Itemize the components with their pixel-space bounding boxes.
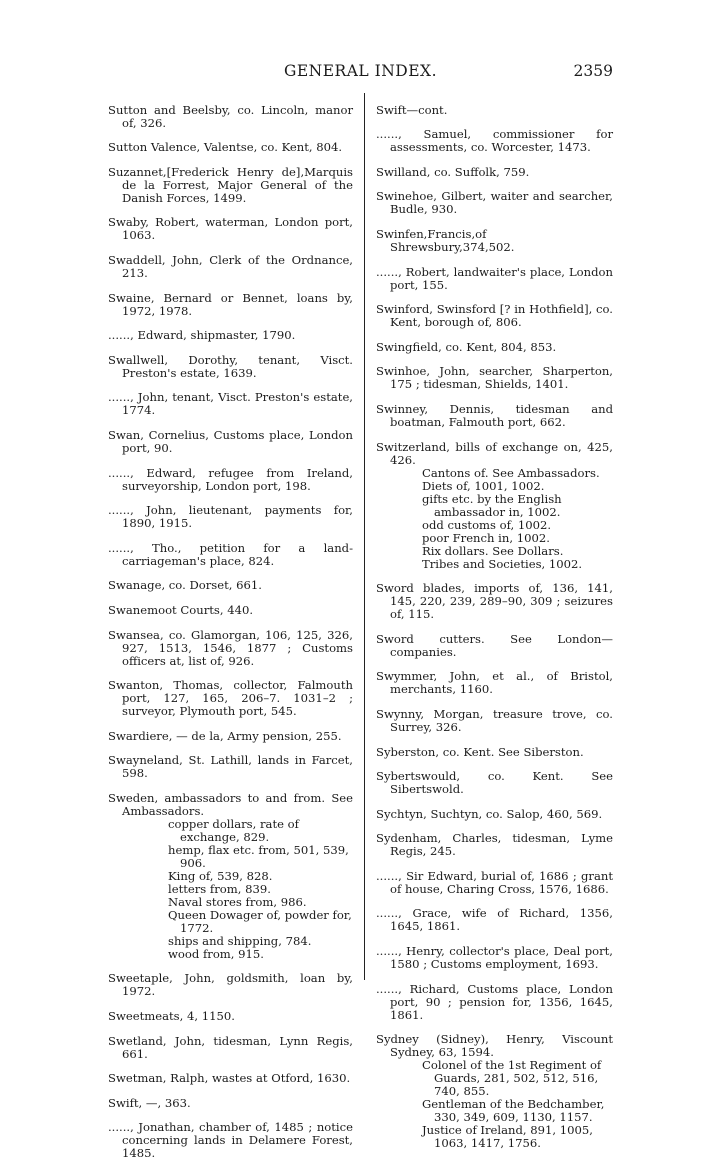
index-subentry: Diets of, 1001, 1002. <box>422 478 545 493</box>
index-entry: ......, Sir Edward, burial of, 1686 ; grant of house, Charing Cross, 1576, 1686. <box>376 868 613 896</box>
column-divider <box>364 93 365 980</box>
index-subentry: odd customs of, 1002. <box>422 517 552 532</box>
index-entry: Swayneland, St. Lathill, lands in Farcet, 598. <box>108 753 353 781</box>
index-entry: Sydney (Sidney), Henry, Viscount Sydney, 63, 1594. <box>376 1032 613 1060</box>
index-entry: Swilland, co. Suffolk, 759. <box>376 164 530 179</box>
index-entry: Swinney, Dennis, tidesman and boatman, Falmouth port, 662. <box>376 401 613 429</box>
index-subentry: letters from, 839. <box>168 881 271 896</box>
index-subentry: Gentleman of the Bedchamber, 330, 349, 609, 1130, 1157. <box>422 1097 605 1125</box>
index-entry: Switzerland, bills of exchange on, 425, 426. <box>376 439 613 467</box>
index-entry: Swanemoot Courts, 440. <box>108 602 254 617</box>
index-entry: ......, Richard, Customs place, London port, 90 ; pension for, 1356, 1645, 1861. <box>376 981 613 1022</box>
index-entry: Swanage, co. Dorset, 661. <box>108 578 262 593</box>
index-entry: Sweetaple, John, goldsmith, loan by, 1972. <box>108 971 353 999</box>
index-entry: ......, Robert, landwaiter's place, London port, 155. <box>376 264 613 292</box>
index-entry: ......, Jonathan, chamber of, 1485 ; notice concerning lands in Delamere Forest, 1485. <box>108 1120 353 1161</box>
index-entry: Swetland, John, tidesman, Lynn Regis, 661. <box>108 1033 353 1061</box>
index-subentry: gifts etc. by the English ambassador in, 1002. <box>422 491 562 519</box>
index-subentry: Naval stores from, 986. <box>168 894 307 909</box>
index-entry: ......, Samuel, commissioner for assessments, co. Worcester, 1473. <box>376 127 613 155</box>
index-entry: ......, Edward, shipmaster, 1790. <box>108 328 296 343</box>
index-entry: Sweden, ambassadors to and from. See Ambassadors. <box>108 790 353 818</box>
index-subentry: King of, 539, 828. <box>168 868 273 883</box>
index-entry: Sydenham, Charles, tidesman, Lyme Regis, 245. <box>376 831 613 859</box>
index-entry: Swift, —, 363. <box>108 1095 191 1110</box>
index-entry: Swansea, co. Glamorgan, 106, 125, 326, 927, 1513, 1546, 1877 ; Customs officers at, list of, 926. <box>108 627 353 668</box>
index-entry: ......, John, lieutenant, payments for, 1890, 1915. <box>108 503 353 531</box>
page-title: GENERAL INDEX. <box>283 62 438 80</box>
index-entry: Swardiere, — de la, Army pension, 255. <box>108 728 342 743</box>
index-subentry: Cantons of. See Ambassadors. <box>422 465 600 480</box>
index-entry: Swetman, Ralph, wastes at Otford, 1630. <box>108 1071 351 1086</box>
index-entry: Swaddell, John, Clerk of the Ordnance, 213. <box>108 252 353 280</box>
index-entry: ......, Edward, refugee from Ireland, surveyorship, London port, 198. <box>108 465 353 493</box>
index-subentry: copper dollars, rate of exchange, 829. <box>168 816 299 844</box>
index-subentry: Queen Dowager of, powder for, 1772. <box>168 907 352 935</box>
page-header <box>108 62 613 84</box>
index-entry: Sutton Valence, Valentse, co. Kent, 804. <box>108 140 343 155</box>
index-entry: ......, Tho., petition for a land-carriageman's place, 824. <box>108 540 353 568</box>
index-entry: Swinford, Swinsford [? in Hothfield], co. Kent, borough of, 806. <box>376 302 613 330</box>
index-entry: Sychtyn, Suchtyn, co. Salop, 460, 569. <box>376 806 603 821</box>
index-entry: Swinehoe, Gilbert, waiter and searcher, Budle, 930. <box>376 189 613 217</box>
index-subentry: Tribes and Societies, 1002. <box>422 556 583 571</box>
index-entry: ......, Grace, wife of Richard, 1356, 1645, 1861. <box>376 906 613 934</box>
index-subentry: Colonel of the 1st Regiment of Guards, 281, 502, 512, 516, 740, 855. <box>422 1058 602 1099</box>
index-entry: Swymmer, John, et al., of Bristol, merchants, 1160. <box>376 669 613 697</box>
index-entry: Suzannet,[Frederick Henry de],Marquis de la Forrest, Major General of the Danish Forces, 1499. <box>108 164 353 205</box>
index-entry: Sutton and Beelsby, co. Lincoln, manor of, 326. <box>108 102 353 130</box>
index-entry: Swanton, Thomas, collector, Falmouth port, 127, 165, 206–7. 1031–2 ; surveyor, Plymouth port, 545. <box>108 678 353 719</box>
index-entry: Sword blades, imports of, 136, 141, 145, 220, 239, 289–90, 309 ; seizures of, 115. <box>376 581 613 622</box>
index-entry: Swift—cont. <box>376 102 448 117</box>
index-subentry: poor French in, 1002. <box>422 530 550 545</box>
index-entry: Swallwell, Dorothy, tenant, Visct. Preston's estate, 1639. <box>108 352 353 380</box>
index-entry: Swaine, Bernard or Bennet, loans by, 1972, 1978. <box>108 290 353 318</box>
index-entry: Swaby, Robert, waterman, London port, 1063. <box>108 215 353 243</box>
index-entry: Swinfen,Francis,of Shrewsbury,374,502. <box>376 226 515 254</box>
index-entry: Swingfield, co. Kent, 804, 853. <box>376 339 557 354</box>
index-entry: Sword cutters. See London—companies. <box>376 631 613 659</box>
left-column <box>108 92 353 1166</box>
index-entry: ......, John, tenant, Visct. Preston's estate, 1774. <box>108 390 353 418</box>
index-subentry: ships and shipping, 784. <box>168 933 312 948</box>
index-entry: Swinhoe, John, searcher, Sharperton, 175 ; tidesman, Shields, 1401. <box>376 364 613 392</box>
index-entry: Syberston, co. Kent. See Siberston. <box>376 744 584 759</box>
index-entry: Sybertswould, co. Kent. See Sibertswold. <box>376 769 613 797</box>
index-subentry: wood from, 915. <box>168 946 264 961</box>
index-subentry: Rix dollars. See Dollars. <box>422 543 564 558</box>
index-entry: ......, Henry, collector's place, Deal port, 1580 ; Customs employment, 1693. <box>376 944 613 972</box>
page-number: 2359 <box>573 62 613 80</box>
index-subentry: hemp, flax etc. from, 501, 539, 906. <box>168 842 349 870</box>
index-entry: Swan, Cornelius, Customs place, London port, 90. <box>108 427 353 455</box>
index-entry: Swynny, Morgan, treasure trove, co. Surrey, 326. <box>376 706 613 734</box>
index-subentry: Justice of Ireland, 891, 1005, 1063, 1417, 1756. <box>422 1123 593 1151</box>
right-column <box>376 92 613 1150</box>
index-entry: Sweetmeats, 4, 1150. <box>108 1009 235 1024</box>
